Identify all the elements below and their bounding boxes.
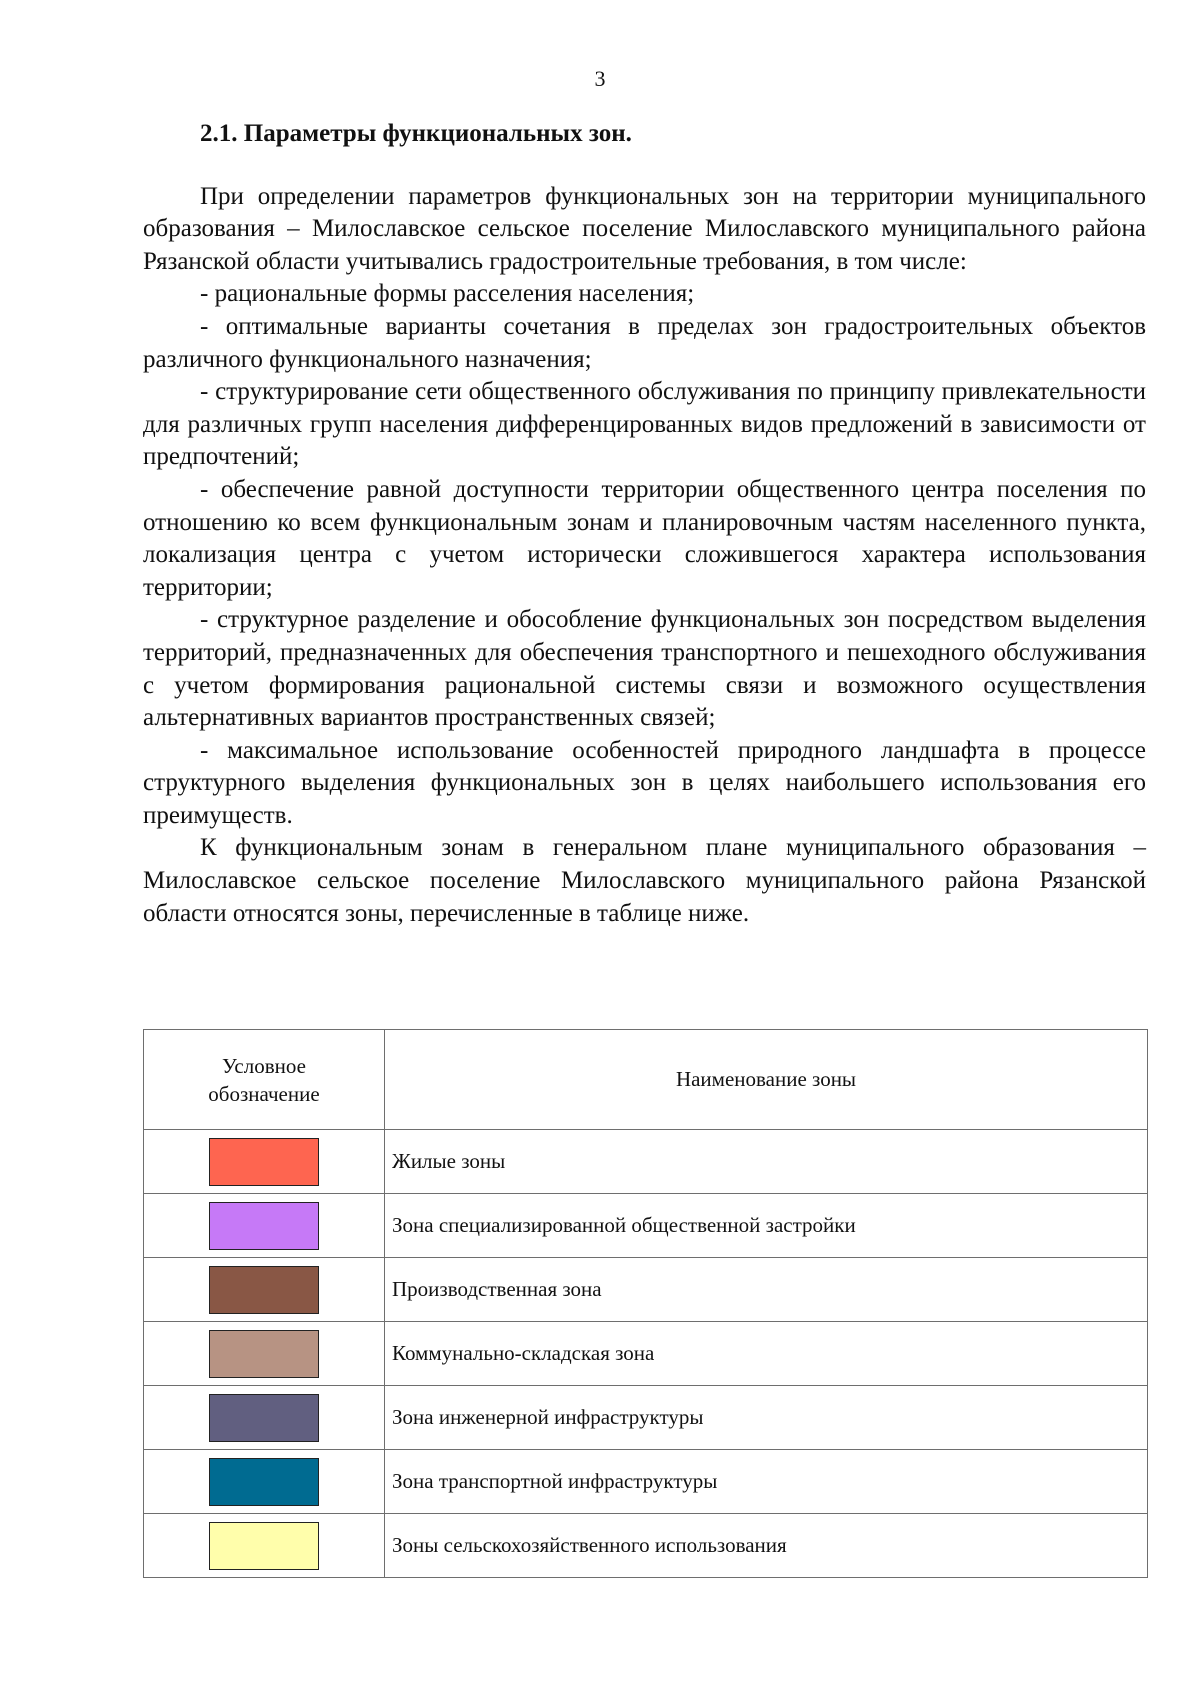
- zone-name: Зона специализированной общественной застройки: [385, 1194, 1148, 1258]
- header-name: Наименование зоны: [385, 1030, 1148, 1130]
- paragraph-conclusion: К функциональным зонам в генеральном плане муниципального образования – Милославское сельское поселение Милославского муниципального района Рязанской области относятся зоны, перечисленные в таблице ниже.: [143, 834, 1146, 927]
- table-row: [144, 1258, 1148, 1322]
- zone-color-swatch: [209, 1330, 319, 1378]
- table-row: [144, 1514, 1148, 1578]
- paragraph-item: - обеспечение равной доступности территории общественного центра поселения по отношению ко всем функциональным зонам и планировочным частям населенного пункта, локализация центра с учетом исторически сложившегося характера использования территории;: [143, 475, 1146, 601]
- paragraph-item: - рациональные формы расселения населения;: [200, 280, 695, 308]
- paragraph-item: - структурирование сети общественного обслуживания по принципу привлекательности для различных групп населения дифференцированных видов предложений в зависимости от предпочтений;: [143, 378, 1146, 471]
- page-number: 3: [594, 66, 606, 91]
- table-row: [144, 1322, 1148, 1386]
- zone-name: Коммунально-складская зона: [385, 1322, 1148, 1386]
- zone-name: Зоны сельскохозяйственного использования: [385, 1514, 1148, 1578]
- table-row: [144, 1194, 1148, 1258]
- table-row: [144, 1130, 1148, 1194]
- table-header-row: [144, 1030, 1148, 1130]
- zone-name: Жилые зоны: [385, 1130, 1148, 1194]
- zone-color-swatch: [209, 1394, 319, 1442]
- paragraph-item: - оптимальные варианты сочетания в пределах зон градостроительных объектов различного функционального назначения;: [143, 312, 1146, 373]
- zone-name: Зона инженерной инфраструктуры: [385, 1386, 1148, 1450]
- zones-table: [143, 1029, 1148, 1578]
- paragraph-intro: При определении параметров функциональных зон на территории муниципального образования – Милославское сельское поселение Милославского муниципального района Рязанской области учитывались градостроительные требования, в том числе:: [143, 182, 1146, 275]
- zone-name: Производственная зона: [385, 1258, 1148, 1322]
- table-row: [144, 1386, 1148, 1450]
- header-symbol-line2: обозначение: [208, 1081, 320, 1106]
- zone-name: Зона транспортной инфраструктуры: [385, 1450, 1148, 1514]
- zone-color-swatch: [209, 1458, 319, 1506]
- paragraph-item: - максимальное использование особенностей природного ландшафта в процессе структурного выделения функциональных зон в целях наибольшего использования его преимуществ.: [143, 736, 1146, 829]
- table-row: [144, 1450, 1148, 1514]
- zone-color-swatch: [209, 1522, 319, 1570]
- zone-color-swatch: [209, 1266, 319, 1314]
- header-symbol-line1: Условное: [222, 1053, 306, 1078]
- section-heading: 2.1. Параметры функциональных зон.: [200, 120, 632, 147]
- zone-color-swatch: [209, 1138, 319, 1186]
- paragraph-item: - структурное разделение и обособление функциональных зон посредством выделения территорий, предназначенных для обеспечения транспортного и пешеходного обслуживания с учетом формирования рациональной системы связи и возможного осуществления альтернативных вариантов пространственных связей;: [143, 606, 1146, 732]
- header-symbol: [144, 1030, 385, 1130]
- zone-color-swatch: [209, 1202, 319, 1250]
- document-body: [143, 118, 1146, 930]
